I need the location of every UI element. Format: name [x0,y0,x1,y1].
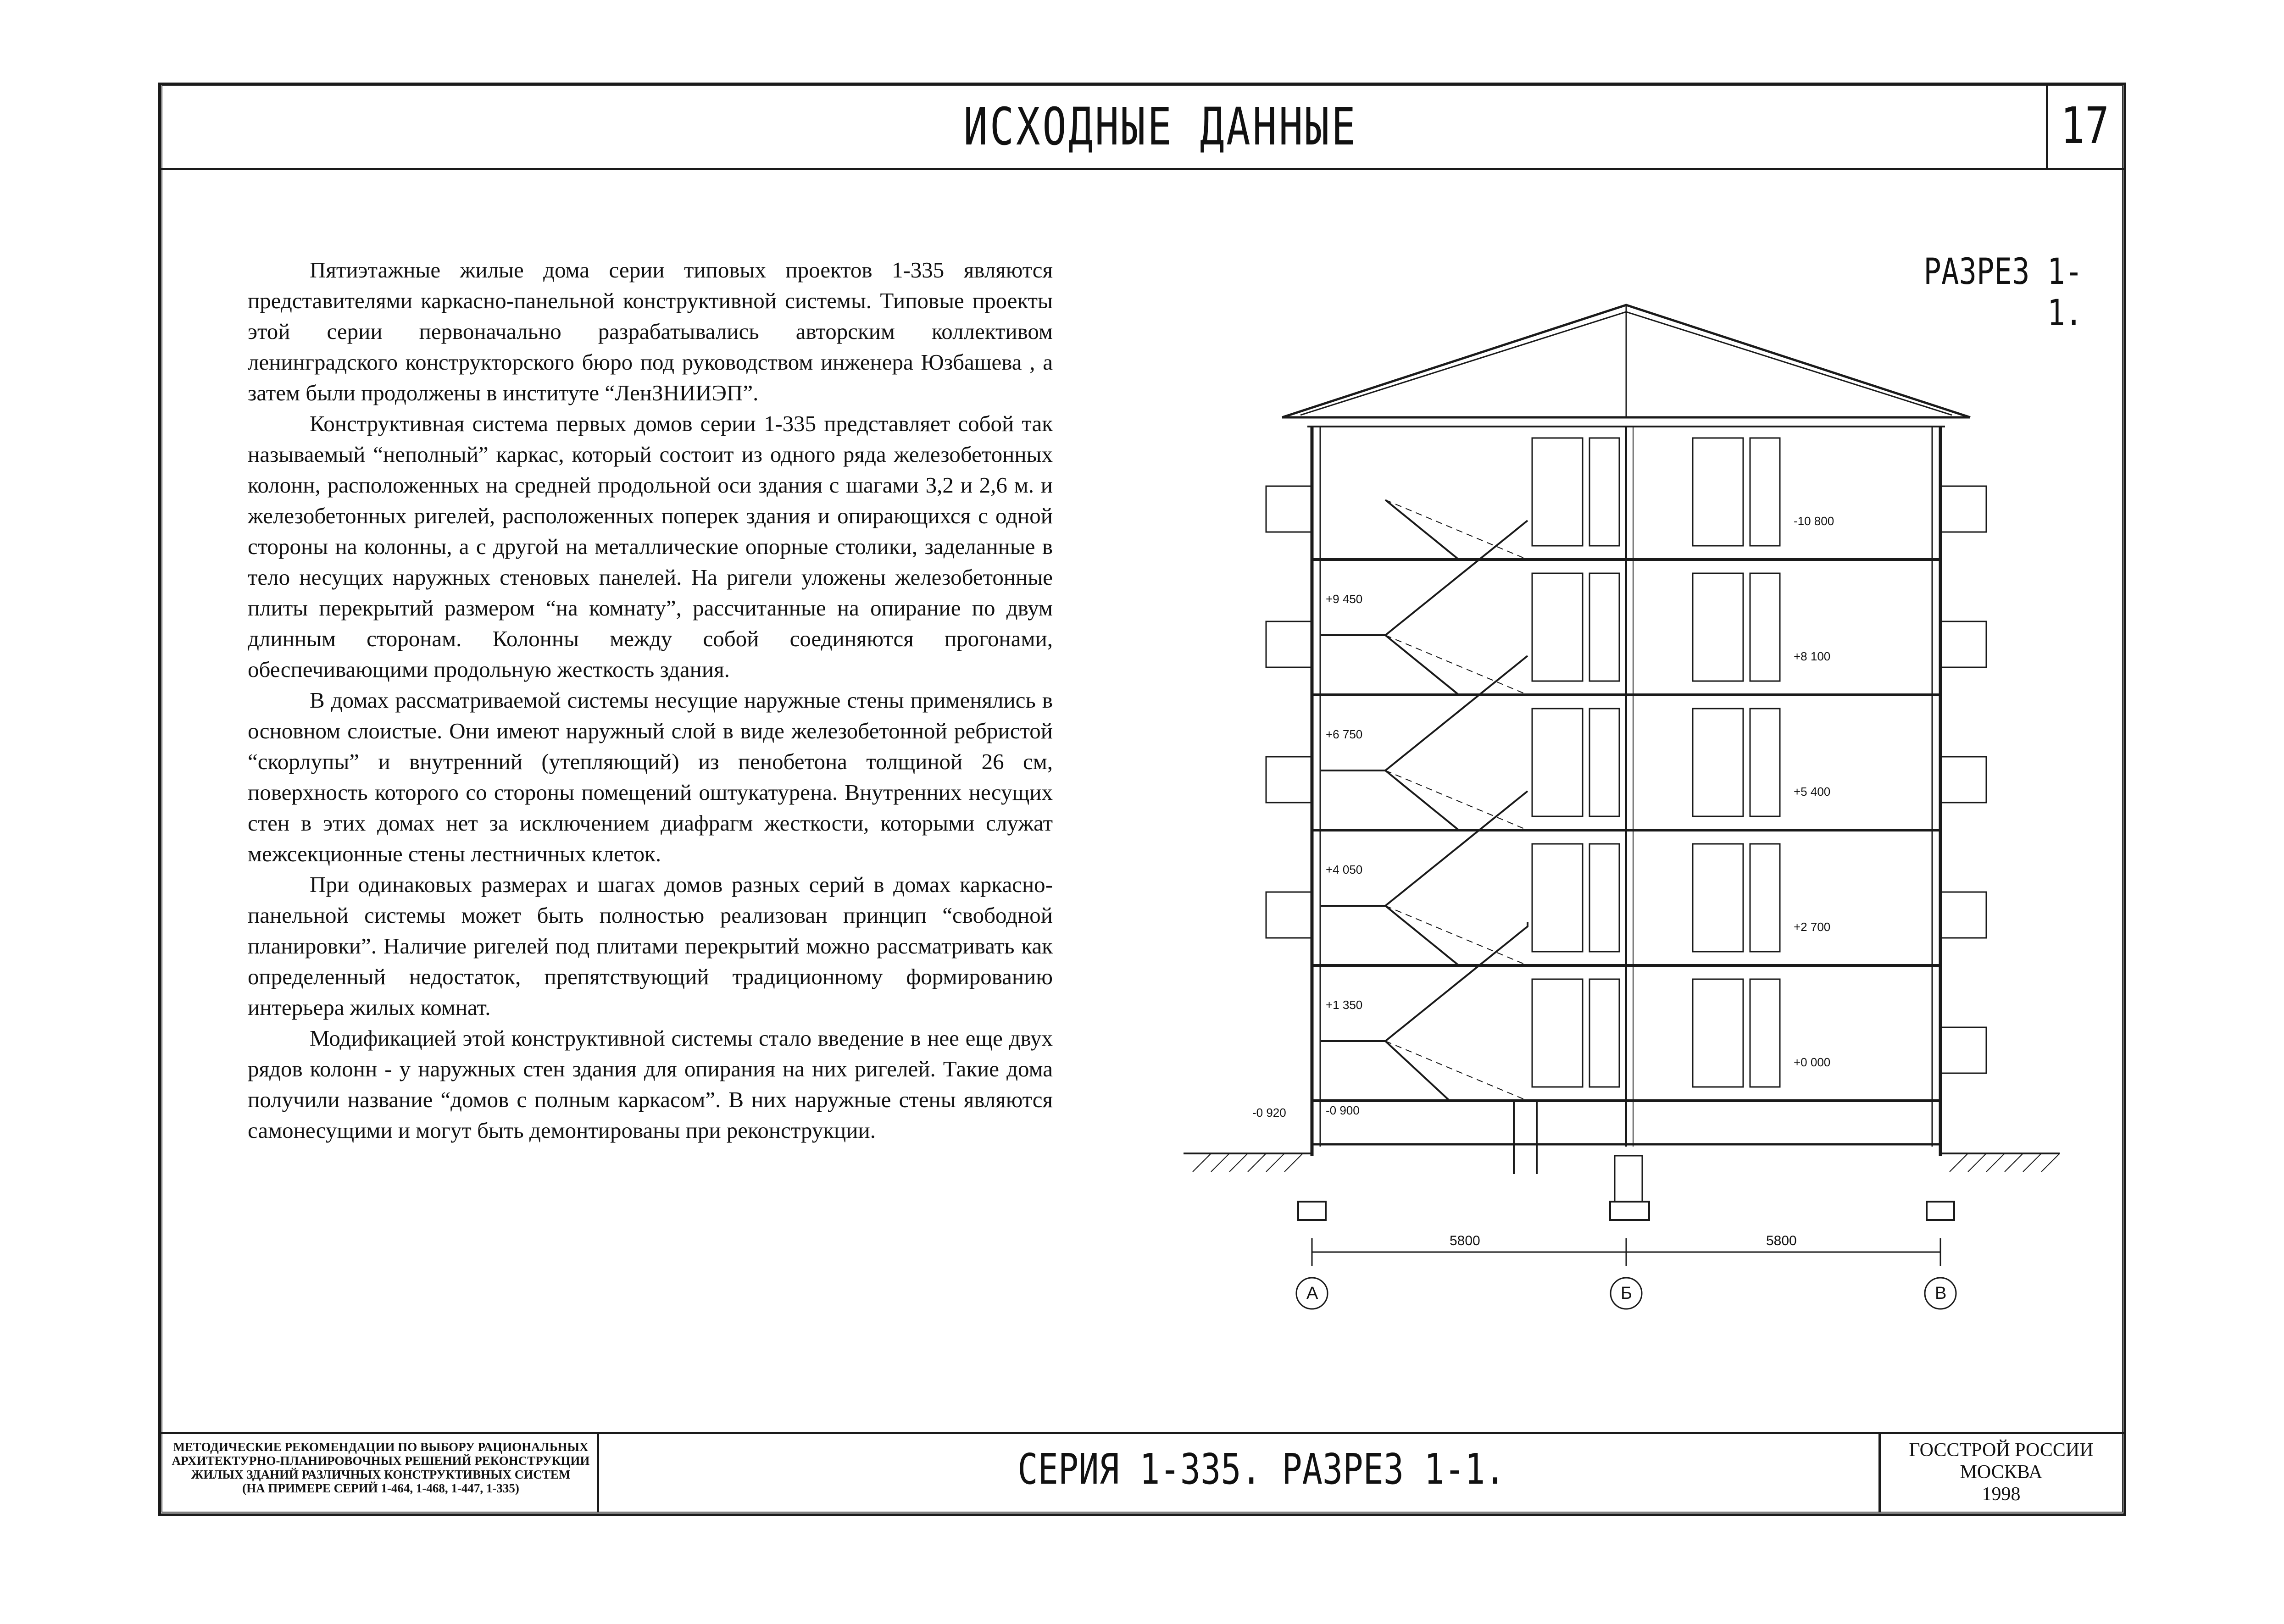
section-label: РАЗРЕЗ 1-1. [1923,251,2083,334]
elevation-left: +1 350 [1326,998,1363,1012]
balcony-left [1266,621,1312,667]
foundation-middle [1610,1202,1649,1220]
balcony-right [1940,892,1986,938]
foundation-block [1615,1156,1642,1202]
sheet-title: ИСХОДНЫЕ ДАННЫЕ [963,97,1358,157]
elevation-left: +4 050 [1326,863,1363,876]
stamp-year: 1998 [1982,1484,2021,1505]
ground-elevation: -0 920 [1252,1106,1286,1120]
balcony-right [1940,621,1986,667]
elevation-left: +6 750 [1326,727,1363,741]
stamp-left-text [167,1440,594,1495]
stamp-line: МЕТОДИЧЕСКИЕ РЕКОМЕНДАЦИИ ПО ВЫБОРУ РАЦИОНАЛЬНЫХ [173,1440,589,1454]
balcony-left [1266,486,1312,532]
balcony-right [1940,757,1986,803]
balcony-right [1940,1027,1986,1073]
balcony-left [1266,757,1312,803]
body-text [248,255,1053,1146]
elevation-right: +2 700 [1794,920,1831,934]
axis-label-v: В [1935,1284,1947,1303]
foundation-left [1298,1202,1326,1220]
stamp-center-title: СЕРИЯ 1-335. РАЗРЕЗ 1-1. [1017,1445,1506,1494]
elevation-right: -10 800 [1794,514,1834,528]
stamp-right-text [1881,1439,2122,1505]
span-dimension: 5800 [1450,1233,1480,1248]
balcony-right [1940,486,1986,532]
elevation-left: -0 900 [1326,1103,1360,1117]
stamp-org: ГОССТРОЙ РОССИИ [1909,1440,2094,1461]
elevation-right: +0 000 [1794,1055,1831,1069]
axis-label-b: Б [1621,1284,1632,1303]
paragraph: В домах рассматриваемой системы несущие наружные стены применялись в основном слоистые. Они имеют наружный слой в виде железобетонной ребристой “скорлупы” и внутренний (утепляющий) из пенобетона толщиной 26 см, поверхность которого со стороны помещений оштукатурена. Внутренних несущих стен в этих домах нет за исключением диафрагм жесткости, которыми служат межсекционные стены лестничных клеток. [248,687,1053,866]
stamp-line: АРХИТЕКТУРНО-ПЛАНИРОВОЧНЫХ РЕШЕНИЙ РЕКОНСТРУКЦИИ [172,1454,590,1468]
stamp-line: (НА ПРИМЕРЕ СЕРИЙ 1-464, 1-468, 1-447, 1-335) [242,1481,519,1495]
page-number: 17 [2061,96,2109,155]
foundation-right [1927,1202,1954,1220]
building-section-drawing [1174,284,2064,1330]
elevation-right: +5 400 [1794,785,1831,798]
stamp-line: ЖИЛЫХ ЗДАНИЙ РАЗЛИЧНЫХ КОНСТРУКТИВНЫХ СИСТЕМ [191,1468,571,1481]
paragraph: Пятиэтажные жилые дома серии типовых проектов 1-335 являются представителями каркасно-панельной конструктивной системы. Типовые проекты этой серии первоначально разрабатывались авторским коллективом ленинградского конструкторского бюро под руководством инженера Юзбашева , а затем были продолжены в институте “ЛенЗНИИЭП”. [248,257,1053,405]
elevation-left: +9 450 [1326,592,1363,606]
axis-label-a: А [1306,1284,1318,1303]
paragraph: Модификацией этой конструктивной системы стало введение в нее еще двух рядов колонн - у наружных стен здания для опирания на них ригелей. Такие дома получили название “домов с полным каркасом”. В них наружные стены являются самонесущими и могут быть демонтированы при реконструкции. [248,1025,1053,1143]
openings [1532,438,1780,1087]
paragraph: При одинаковых размерах и шагах домов разных серий в домах каркасно-панельной системы может быть полностью реализован принцип “свободной планировки”. Наличие ригелей под плитами перекрытий можно рассматривать как определенный недостаток, препятствующий традиционному формированию интерьера жилых комнат. [248,872,1053,1020]
stamp-city: МОСКВА [1960,1462,2043,1483]
stair-hidden-lines [1385,500,1528,1101]
span-dimension: 5800 [1766,1233,1797,1248]
paragraph: Конструктивная система первых домов серии 1-335 представляет собой так называемый “неполный” каркас, который состоит из одного ряда железобетонных колонн, расположенных на средней продольной оси здания с шагами 3,2 и 2,6 м. и железобетонных ригелей, расположенных поперек здания и опирающихся с одной стороны на колонны, а с другой на металлические опорные столики, заделанные в тело несущих наружных стеновых панелей. На ригели уложены железобетонные плиты перекрытий размером “на комнату”, рассчитанные на опирание по двум длинным сторонам. Колонны между собой соединяются прогонами, обеспечивающими продольную жесткость здания. [248,411,1053,682]
balcony-left [1266,892,1312,938]
elevation-right: +8 100 [1794,649,1831,663]
